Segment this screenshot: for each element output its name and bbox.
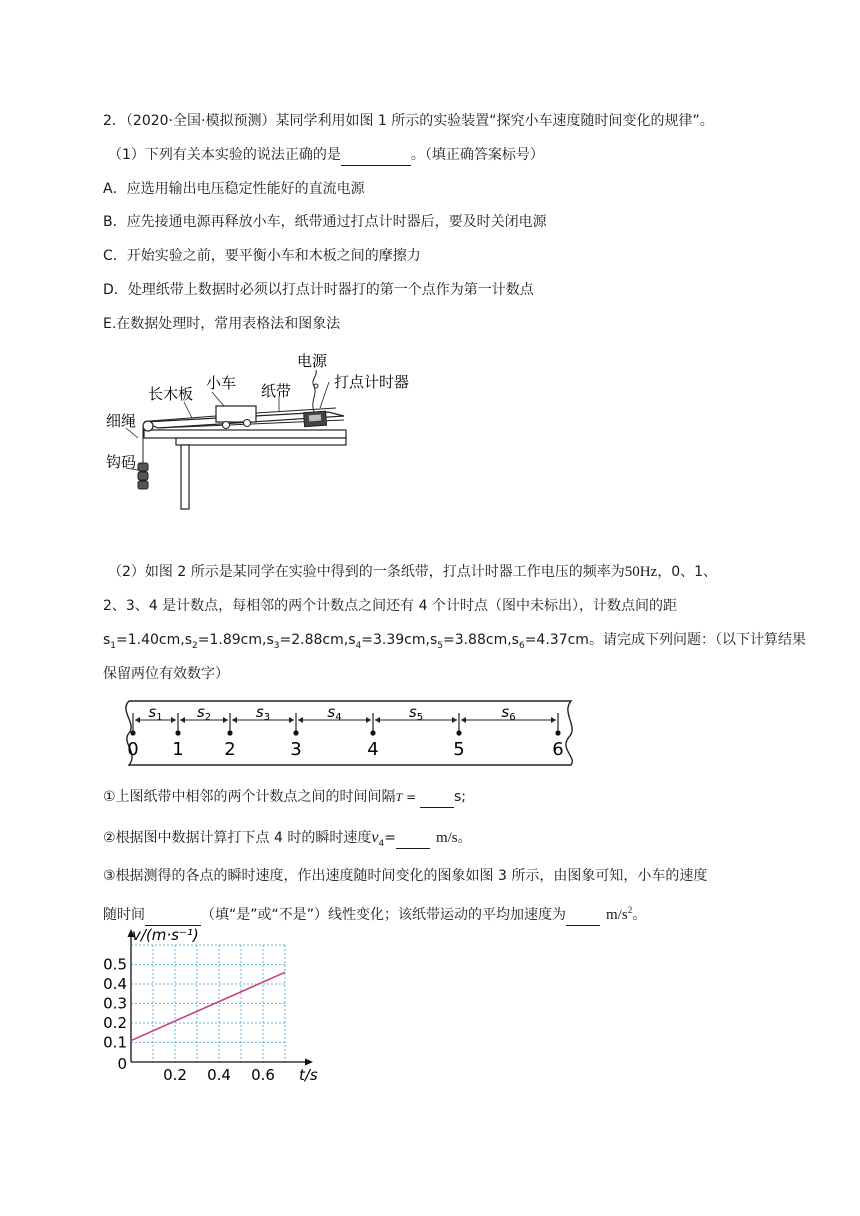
vt-chart bbox=[103, 925, 318, 1085]
answer-blank-3 bbox=[396, 828, 430, 849]
y-tick-label: 0.4 bbox=[103, 975, 127, 993]
x-axis-label: t/s bbox=[299, 1066, 318, 1084]
series-line bbox=[131, 972, 285, 1040]
option-a: A．应选用输出电压稳定性能好的直流电源 bbox=[103, 181, 365, 197]
question-a bbox=[103, 787, 466, 808]
part2-line1-a: （2）如图 2 所示是某同学在实验中得到的一条纸带，打点计时器工作电压的频率为 bbox=[108, 564, 625, 580]
y-tick-label: 0.3 bbox=[103, 994, 127, 1013]
tape-point-label: 6 bbox=[552, 739, 564, 760]
y-tick-label: 0.2 bbox=[103, 1014, 127, 1032]
part1-prompt bbox=[108, 145, 544, 166]
part1-text: 下列有关本实验的说法正确的是 bbox=[144, 147, 341, 163]
option-b: B．应先接通电源再释放小车，纸带通过打点计时器后，要及时关闭电源 bbox=[103, 214, 547, 230]
qc-line2-b: （填“是”或“不是”）线性变化；该纸带运动的平均加速度为 bbox=[201, 907, 567, 923]
tape-segment-label: $s_5$ bbox=[408, 703, 424, 723]
qa-circle: ① bbox=[103, 789, 116, 805]
s6-value: $s_6=4.37cm$ bbox=[511, 632, 589, 651]
question-c-line1 bbox=[103, 866, 707, 886]
question-intro bbox=[103, 111, 714, 131]
tape-segment-label: $s_6$ bbox=[501, 703, 516, 723]
tape-point-label: 0 bbox=[127, 739, 139, 760]
tape-segment-label: $s_3$ bbox=[255, 703, 271, 723]
part2-line1-b: ，0、1、 bbox=[657, 564, 718, 580]
y-tick-label: 0.1 bbox=[103, 1033, 127, 1052]
s3-value: $s_3=2.88cm$ bbox=[266, 632, 344, 651]
label-timer: 打点计时器 bbox=[334, 373, 410, 391]
power-cord bbox=[313, 370, 316, 412]
qc-line2-a: 随时间 bbox=[103, 907, 145, 923]
part2-line3: $s_1=1.40cm,s_2=1.89cm,s_3=2.88cm,s_4=3.39cm,s_5=3.88cm,s_6=4.37cm$。请完成下列问题：（以下计算结果 bbox=[103, 632, 806, 651]
tape-point-label: 1 bbox=[172, 739, 184, 760]
label-rope: 细绳 bbox=[106, 412, 137, 430]
s2-value: $s_2=1.89cm$ bbox=[184, 632, 263, 651]
answer-blank-2 bbox=[420, 787, 454, 808]
label-weight: 钩码 bbox=[106, 453, 137, 471]
label-power: 电源 bbox=[297, 352, 328, 370]
qa-eq: = bbox=[402, 790, 420, 804]
chart-series bbox=[131, 972, 285, 1040]
part2-line4: 保留两位有效数字） bbox=[103, 666, 229, 682]
qa-text: 上图纸带中相邻的两个计数点之间的时间间隔 bbox=[115, 789, 396, 805]
part2-line3-end: 。请完成下列问题：（以下计算结果 bbox=[588, 632, 806, 648]
hook-weights bbox=[138, 463, 148, 489]
x-axis-arrow bbox=[305, 1059, 313, 1066]
tape-dot bbox=[370, 730, 375, 735]
pulley bbox=[143, 421, 153, 431]
qb-eq: = bbox=[384, 830, 396, 846]
qb-text: 根据图中数据计算打下点 4 时的瞬时速度 bbox=[115, 830, 372, 846]
qb-unit: m/s bbox=[435, 830, 458, 846]
part1-label: （1） bbox=[108, 147, 145, 163]
question-intro-text: 某同学利用如图 1 所示的实验装置“探究小车速度随时间变化的规律”。 bbox=[275, 113, 714, 129]
tape-dot bbox=[175, 730, 180, 735]
qc-circle: ③ bbox=[103, 868, 116, 884]
tape-dot bbox=[227, 730, 232, 735]
tape-point-label: 4 bbox=[367, 739, 379, 760]
qc-line1: 根据测得的各点的瞬时速度，作出速度随时间变化的图象如图 3 所示，由图象可知，小车的速度 bbox=[115, 868, 708, 884]
qb-sub: 4 bbox=[378, 838, 385, 849]
tape-dot bbox=[293, 730, 298, 735]
qa-unit: s; bbox=[453, 789, 466, 805]
question-number: 2． bbox=[103, 113, 126, 129]
cart bbox=[216, 406, 256, 422]
question-b bbox=[103, 828, 472, 854]
s5-value: $s_5=3.88cm$ bbox=[429, 632, 508, 651]
tape-point-label: 5 bbox=[453, 739, 465, 760]
tape-dot bbox=[456, 730, 461, 735]
qc-unit: $m/s^2$ bbox=[606, 905, 633, 923]
table-front bbox=[176, 438, 346, 445]
qa-var: T bbox=[395, 790, 403, 804]
tape-segment-label: $s_4$ bbox=[327, 703, 342, 723]
x-tick-label: 0.6 bbox=[251, 1066, 275, 1084]
chart-grid bbox=[131, 945, 285, 1062]
option-e: E.在数据处理时，常用表格法和图象法 bbox=[103, 316, 341, 332]
answer-blank-1 bbox=[341, 145, 411, 166]
label-cart: 小车 bbox=[206, 374, 237, 392]
qb-end: 。 bbox=[457, 830, 472, 846]
y-tick-label: 0 bbox=[117, 1055, 127, 1073]
answer-blank-4 bbox=[145, 905, 201, 926]
tape-segment-label: $s_1$ bbox=[148, 703, 163, 723]
answer-blank-5 bbox=[566, 905, 600, 926]
qb-var: v bbox=[371, 829, 379, 846]
y-axis-label: v/(m·s⁻¹) bbox=[132, 926, 199, 944]
label-tape: 纸带 bbox=[261, 382, 292, 400]
tape-segment-label: $s_2$ bbox=[196, 703, 212, 723]
question-source: （2020·全国·模拟预测） bbox=[125, 113, 276, 129]
question-c-line2 bbox=[103, 900, 646, 926]
apparatus-figure bbox=[104, 350, 414, 515]
s1-value: $s_1=1.40cm$ bbox=[103, 632, 181, 651]
tape-point-label: 2 bbox=[224, 739, 236, 760]
x-tick-label: 0.4 bbox=[207, 1066, 231, 1084]
tape-dot bbox=[555, 730, 560, 735]
tape-figure bbox=[103, 697, 578, 769]
s4-value: $s_4=3.39cm$ bbox=[348, 632, 426, 651]
part2-line2: 2、3、4 是计数点，每相邻的两个计数点之间还有 4 个计时点（图中未标出），计数点间的距 bbox=[103, 598, 677, 614]
y-tick-label: 0.5 bbox=[103, 955, 127, 974]
tape-dot bbox=[130, 730, 135, 735]
tape-point-label: 3 bbox=[290, 739, 302, 760]
option-c: C．开始实验之前，要平衡小车和木板之间的摩擦力 bbox=[103, 248, 421, 264]
qb-circle: ② bbox=[103, 830, 116, 846]
qc-end: 。 bbox=[632, 907, 647, 923]
table-leg bbox=[181, 445, 189, 509]
label-board: 长木板 bbox=[148, 385, 194, 403]
table-top bbox=[144, 430, 346, 438]
part2-line1 bbox=[108, 562, 717, 582]
option-d: D．处理纸带上数据时必须以打点计时器打的第一个点作为第一计数点 bbox=[103, 282, 534, 298]
x-tick-label: 0.2 bbox=[163, 1066, 187, 1084]
part2-freq: 50Hz bbox=[624, 564, 658, 580]
part1-hint: 。（填正确答案标号） bbox=[410, 147, 544, 163]
